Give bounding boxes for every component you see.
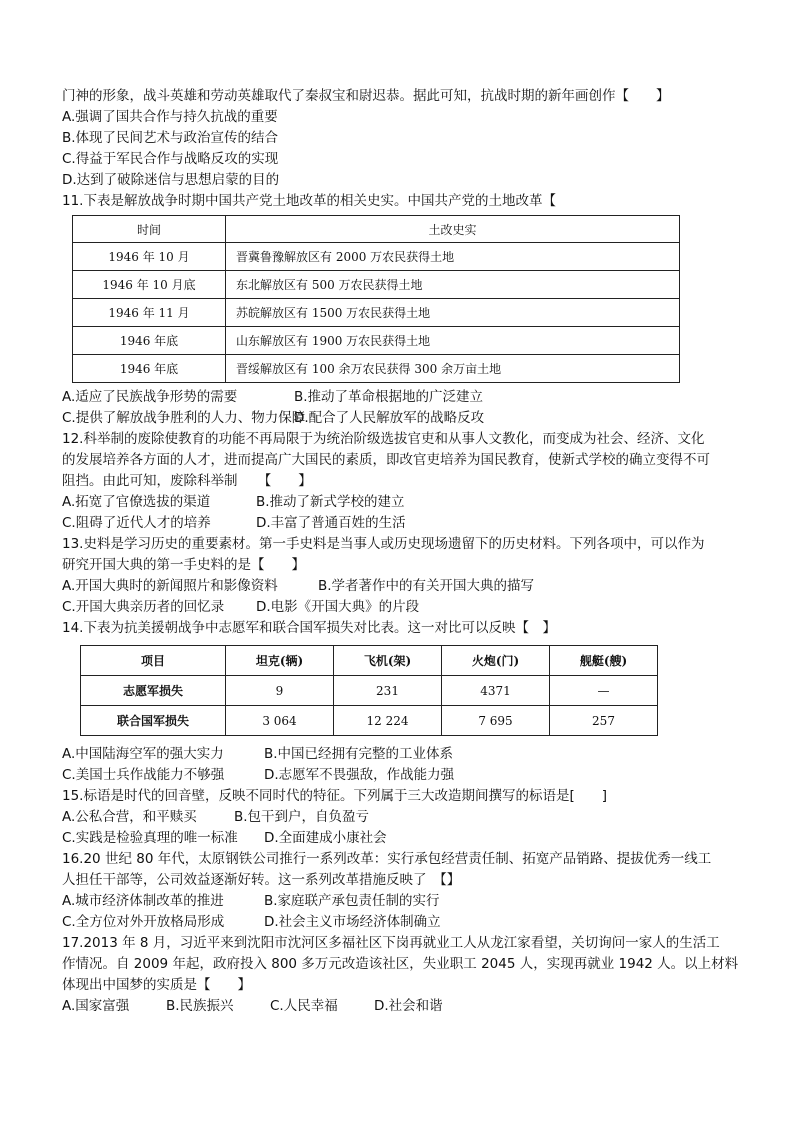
q13-option-b: B.学者著作中的有关开国大典的描写 [318,578,535,594]
question-16-stem-line1: 16.20 世纪 80 年代，太原钢铁公司推行一系列改革：实行承包经营责任制、拓宽产品销路、提拔优秀一线工 [62,851,712,867]
q13-option-c: C.开国大典亲历者的回忆录 [62,599,225,615]
row-fact: 山东解放区有 1900 万农民获得土地 [226,327,680,355]
cell-planes: 231 [334,676,442,706]
q14-option-d: D.志愿军不畏强敌，作战能力强 [264,767,455,783]
table-header-row [73,216,680,243]
q12-option-a: A.拓宽了官僚选拔的渠道 [62,494,211,510]
q14-option-c: C.美国士兵作战能力不够强 [62,767,225,783]
q16-option-b: B.家庭联产承包责任制的实行 [264,893,440,909]
question-16-stem-line2: 人担任干部等，公司效益逐渐好转。这一系列改革措施反映了 【】 [62,872,461,888]
q17-option-b: B.民族振兴 [166,998,234,1014]
table-row [81,676,658,706]
table-header-row [81,646,658,676]
q11-options-row1 [62,387,734,408]
q15-option-b: B.包干到户，自负盈亏 [234,809,370,825]
q13-option-a: A.开国大典时的新闻照片和影像资料 [62,578,278,594]
cell-ships: 257 [550,706,658,736]
q14-option-a: A.中国陆海空军的强大实力 [62,746,224,762]
q16-options-row2 [62,912,734,933]
row-fact: 东北解放区有 500 万农民获得土地 [226,271,680,299]
cell-tanks: 3 064 [226,706,334,736]
question-14-stem: 14.下表为抗美援朝战争中志愿军和联合国军损失对比表。这一对比可以反映【 】 [62,620,556,636]
header-planes: 飞机(架) [334,646,442,676]
row-label: 志愿军损失 [81,676,226,706]
q13-options-row2 [62,597,734,618]
table-row [73,243,680,271]
question-10-stem: 门神的形象，战斗英雄和劳动英雄取代了秦叔宝和尉迟恭。据此可知，抗战时期的新年画创作【 】 [62,88,670,104]
q11-option-b: B.推动了革命根据地的广泛建立 [294,389,484,405]
q15-options-row2 [62,828,734,849]
row-fact: 苏皖解放区有 1500 万农民获得土地 [226,299,680,327]
cell-planes: 12 224 [334,706,442,736]
question-12-stem-line3: 阻挡。由此可知，废除科举制 【 】 [62,473,312,489]
question-12-stem-line1: 12.科举制的废除使教育的功能不再局限于为统治阶级选拔官吏和从事人文教化，而变成为社会、经济、文化 [62,431,705,447]
question-11-stem: 11.下表是解放战争时期中国共产党土地改革的相关史实。中国共产党的土地改革【 [62,193,556,209]
q15-options-row1 [62,807,734,828]
q10-option-b: B.体现了民间艺术与政治宣传的结合 [62,130,279,146]
header-time: 时间 [73,216,226,243]
row-time: 1946 年底 [73,327,226,355]
land-reform-table [72,215,680,383]
row-time: 1946 年底 [73,355,226,383]
q13-options-row1 [62,576,734,597]
table-row [81,706,658,736]
row-time: 1946 年 10 月 [73,243,226,271]
header-tanks: 坦克(辆) [226,646,334,676]
q17-option-d: D.社会和谐 [374,998,443,1014]
row-time: 1946 年 10 月底 [73,271,226,299]
cell-guns: 4371 [442,676,550,706]
question-17-stem-line2: 作情况。自 2009 年起，政府投入 800 多万元改造该社区，失业职工 2045 人，实现再就业 1942 人。以上材料 [62,956,739,972]
q16-option-a: A.城市经济体制改革的推进 [62,893,224,909]
row-fact: 晋冀鲁豫解放区有 2000 万农民获得土地 [226,243,680,271]
q16-option-c: C.全方位对外开放格局形成 [62,914,225,930]
question-13-stem-line2: 研究开国大典的第一手史料的是【 】 [62,557,305,573]
q12-option-d: D.丰富了普通百姓的生活 [256,515,406,531]
cell-ships: — [550,676,658,706]
q14-options-row2 [62,765,734,786]
table-row [73,327,680,355]
q12-options-row2 [62,513,734,534]
header-fact: 土改史实 [226,216,680,243]
q10-option-c: C.得益于军民合作与战略反攻的实现 [62,151,279,167]
question-17-stem-line3: 体现出中国梦的实质是【 】 [62,977,251,993]
q14-option-b: B.中国已经拥有完整的工业体系 [264,746,454,762]
table-row [73,299,680,327]
row-time: 1946 年 11 月 [73,299,226,327]
q12-options-row1 [62,492,734,513]
q10-option-d: D.达到了破除迷信与思想启蒙的目的 [62,172,280,188]
q11-options-row2 [62,408,734,429]
cell-guns: 7 695 [442,706,550,736]
header-guns: 火炮(门) [442,646,550,676]
question-15-stem: 15.标语是时代的回音壁，反映不同时代的特征。下列属于三大改造期间撰写的标语是[ ] [62,788,608,804]
row-label: 联合国军损失 [81,706,226,736]
q14-options-row1 [62,744,734,765]
q15-option-d: D.全面建成小康社会 [264,830,387,846]
q16-option-d: D.社会主义市场经济体制确立 [264,914,441,930]
q17-option-a: A.国家富强 [62,998,130,1014]
q13-option-d: D.电影《开国大典》的片段 [256,599,420,615]
header-item: 项目 [81,646,226,676]
q11-option-c: C.提供了解放战争胜利的人力、物力保障 [62,410,306,426]
q11-option-d: D.配合了人民解放军的战略反攻 [294,410,485,426]
q17-option-c: C.人民幸福 [270,998,338,1014]
q17-options-row [62,996,734,1017]
q15-option-c: C.实践是检验真理的唯一标准 [62,830,238,846]
question-17-stem-line1: 17.2013 年 8 月，习近平来到沈阳市沈河区多福社区下岗再就业工人从龙江家看望，关切询问一家人的生活工 [62,935,720,951]
table-row [73,271,680,299]
cell-tanks: 9 [226,676,334,706]
q12-option-b: B.推动了新式学校的建立 [256,494,405,510]
header-ships: 舰艇(艘) [550,646,658,676]
exam-page [62,86,739,1017]
q12-option-c: C.阻碍了近代人才的培养 [62,515,211,531]
war-loss-table [80,645,658,736]
table-row [73,355,680,383]
question-12-stem-line2: 的发展培养各方面的人才，进而提高广大国民的素质，即改官吏培养为国民教育，使新式学校的确立变得不可 [62,452,710,468]
row-fact: 晋绥解放区有 100 余万农民获得 300 余万亩土地 [226,355,680,383]
q16-options-row1 [62,891,734,912]
q10-option-a: A.强调了国共合作与持久抗战的重要 [62,109,278,125]
q11-option-a: A.适应了民族战争形势的需要 [62,389,238,405]
q15-option-a: A.公私合营，和平赎买 [62,809,197,825]
question-13-stem-line1: 13.史料是学习历史的重要素材。第一手史料是当事人或历史现场遗留下的历史材料。下列各项中，可以作为 [62,536,705,552]
